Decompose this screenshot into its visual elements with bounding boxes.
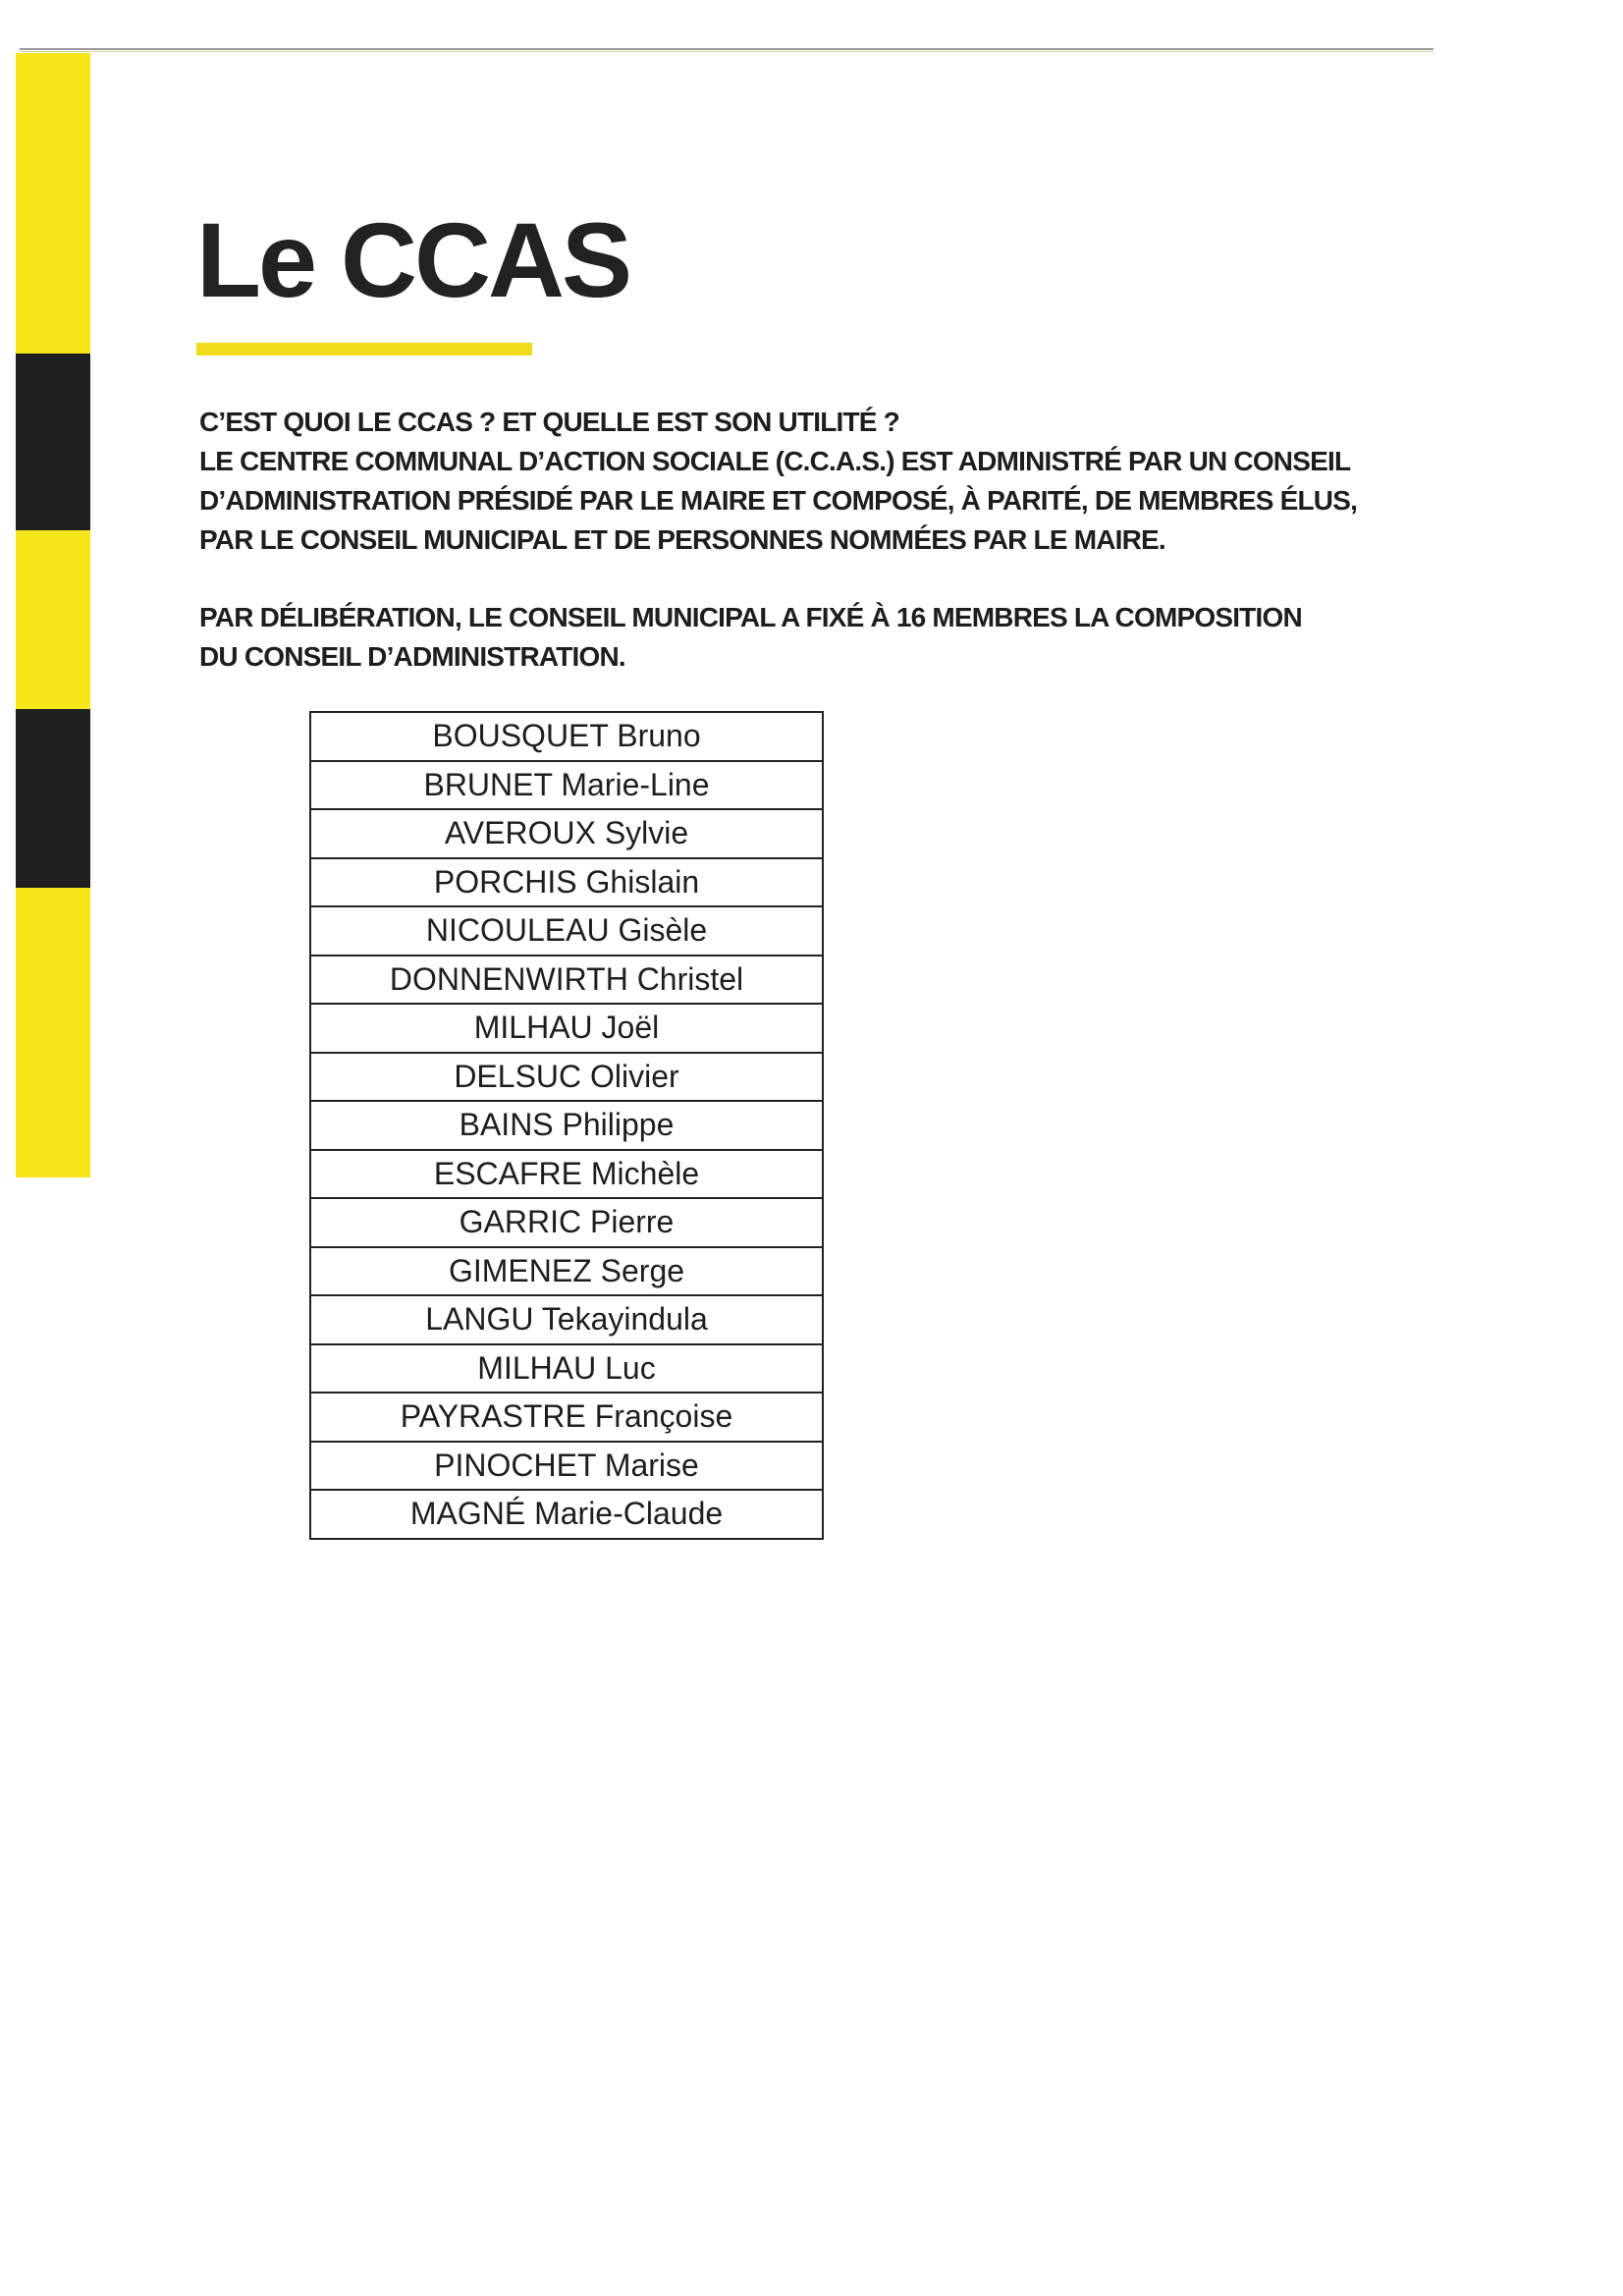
intro-line: PAR LE CONSEIL MUNICIPAL ET DE PERSONNES NOMMÉES PAR LE MAIRE. xyxy=(199,524,1165,555)
member-name: GARRIC Pierre xyxy=(310,1198,823,1247)
side-bar-black-segment xyxy=(16,354,90,530)
table-row xyxy=(310,1198,823,1247)
deliberation-paragraph xyxy=(199,598,1436,677)
page-title: Le CCAS xyxy=(196,200,630,319)
member-name: AVEROUX Sylvie xyxy=(310,809,823,858)
member-name: LANGU Tekayindula xyxy=(310,1295,823,1344)
table-row xyxy=(310,1344,823,1394)
deliberation-line: PAR DÉLIBÉRATION, LE CONSEIL MUNICIPAL A FIXÉ À 16 MEMBRES LA COMPOSITION xyxy=(199,602,1302,632)
table-row xyxy=(310,1101,823,1150)
table-row xyxy=(310,1490,823,1539)
intro-line: D’ADMINISTRATION PRÉSIDÉ PAR LE MAIRE ET COMPOSÉ, À PARITÉ, DE MEMBRES ÉLUS, xyxy=(199,485,1358,516)
side-bar-yellow-segment xyxy=(16,53,90,354)
member-name: BOUSQUET Bruno xyxy=(432,718,701,754)
title-underline xyxy=(196,343,532,355)
member-name: GIMENEZ Serge xyxy=(310,1247,823,1296)
table-row xyxy=(310,761,823,810)
table-row xyxy=(310,1295,823,1344)
member-name: BRUNET Marie-Line xyxy=(310,761,823,810)
table-row xyxy=(310,1150,823,1199)
member-name: MILHAU Joël xyxy=(310,1004,823,1053)
table-row xyxy=(310,858,823,907)
table-row xyxy=(310,712,823,761)
table-row xyxy=(310,906,823,956)
members-table xyxy=(309,711,824,1540)
member-name: PAYRASTRE Françoise xyxy=(310,1393,823,1442)
member-name: BAINS Philippe xyxy=(310,1101,823,1150)
table-row xyxy=(310,1442,823,1491)
intro-paragraph xyxy=(199,403,1436,560)
member-name: ESCAFRE Michèle xyxy=(310,1150,823,1199)
intro-line: LE CENTRE COMMUNAL D’ACTION SOCIALE (C.C.A.S.) EST ADMINISTRÉ PAR UN CONSEIL xyxy=(199,446,1351,476)
top-rule-shadow xyxy=(20,51,1434,52)
member-name: PINOCHET Marise xyxy=(310,1442,823,1491)
member-name: MILHAU Luc xyxy=(310,1344,823,1394)
member-name: PORCHIS Ghislain xyxy=(310,858,823,907)
top-rule xyxy=(20,48,1434,50)
side-bar-yellow-segment xyxy=(16,888,90,1177)
decorative-side-bar xyxy=(16,53,90,1177)
table-row xyxy=(310,1393,823,1442)
member-name: MAGNÉ Marie-Claude xyxy=(310,1490,823,1539)
member-name: DONNENWIRTH Christel xyxy=(310,956,823,1005)
table-row xyxy=(310,1004,823,1053)
member-name: DELSUC Olivier xyxy=(310,1053,823,1102)
table-row xyxy=(310,1053,823,1102)
table-row xyxy=(310,1247,823,1296)
member-name: NICOULEAU Gisèle xyxy=(310,906,823,956)
side-bar-black-segment xyxy=(16,709,90,888)
intro-line: C’EST QUOI LE CCAS ? ET QUELLE EST SON UTILITÉ ? xyxy=(199,407,899,437)
table-row xyxy=(310,956,823,1005)
deliberation-line: DU CONSEIL D’ADMINISTRATION. xyxy=(199,641,625,672)
table-row xyxy=(310,809,823,858)
side-bar-yellow-segment xyxy=(16,530,90,709)
